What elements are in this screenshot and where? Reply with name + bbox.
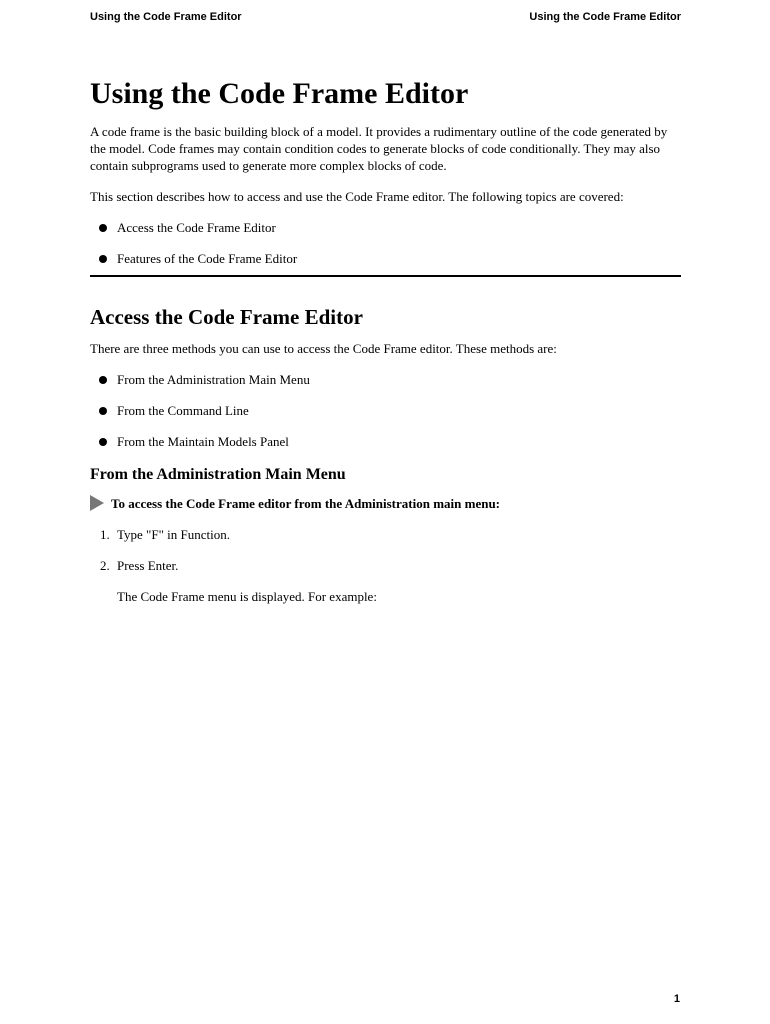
methods-intro: There are three methods you can use to access the Code Frame editor. These methods are: bbox=[90, 341, 557, 356]
step-number: 2. bbox=[100, 558, 110, 573]
section-heading: Access the Code Frame Editor bbox=[90, 305, 363, 329]
section-divider bbox=[90, 275, 681, 277]
method-label: From the Maintain Models Panel bbox=[117, 434, 289, 449]
step-text: Type "F" in Function. bbox=[117, 527, 230, 542]
bullet-icon bbox=[99, 255, 107, 263]
topic-label: Access the Code Frame Editor bbox=[117, 220, 276, 235]
bullet-icon bbox=[99, 376, 107, 384]
bullet-icon bbox=[99, 438, 107, 446]
step-item bbox=[90, 557, 681, 574]
method-label: From the Administration Main Menu bbox=[117, 372, 310, 387]
topic-label: Features of the Code Frame Editor bbox=[117, 251, 298, 266]
step-number: 1. bbox=[100, 527, 110, 542]
intro-paragraph: A code frame is the basic building block of a model. It provides a rudimentary outline of the code generated by the model. Code frames may contain condition codes to generate blocks of code conditionally. They may also contain subprograms used to generate more complex blocks of code. bbox=[90, 124, 668, 173]
document-body bbox=[90, 74, 681, 605]
topics-intro: This section describes how to access and use the Code Frame editor. The following topics are covered: bbox=[90, 189, 624, 204]
bullet-icon bbox=[99, 224, 107, 232]
step-text: Press Enter. bbox=[117, 558, 179, 573]
page-number: 1 bbox=[673, 993, 680, 1005]
procedure-title bbox=[90, 495, 681, 512]
method-item[interactable] bbox=[90, 402, 681, 419]
header-right-title: Using the Code Frame Editor bbox=[529, 11, 681, 23]
procedure-arrow-icon bbox=[90, 495, 104, 511]
method-item[interactable] bbox=[90, 433, 681, 450]
procedure-steps bbox=[90, 526, 681, 574]
methods-list bbox=[90, 371, 681, 450]
subsection-heading: From the Administration Main Menu bbox=[90, 466, 346, 483]
topic-item[interactable] bbox=[90, 250, 681, 267]
procedure-title-text: To access the Code Frame editor from the Administration main menu: bbox=[111, 496, 501, 511]
bullet-icon bbox=[99, 407, 107, 415]
header-left-title: Using the Code Frame Editor bbox=[90, 11, 242, 23]
running-header bbox=[90, 11, 681, 27]
step-item bbox=[90, 526, 681, 543]
topic-item[interactable] bbox=[90, 219, 681, 236]
topics-list bbox=[90, 219, 681, 267]
method-item[interactable] bbox=[90, 371, 681, 388]
page-title: Using the Code Frame Editor bbox=[90, 77, 469, 110]
step-result: The Code Frame menu is displayed. For example: bbox=[117, 589, 377, 604]
method-label: From the Command Line bbox=[117, 403, 249, 418]
